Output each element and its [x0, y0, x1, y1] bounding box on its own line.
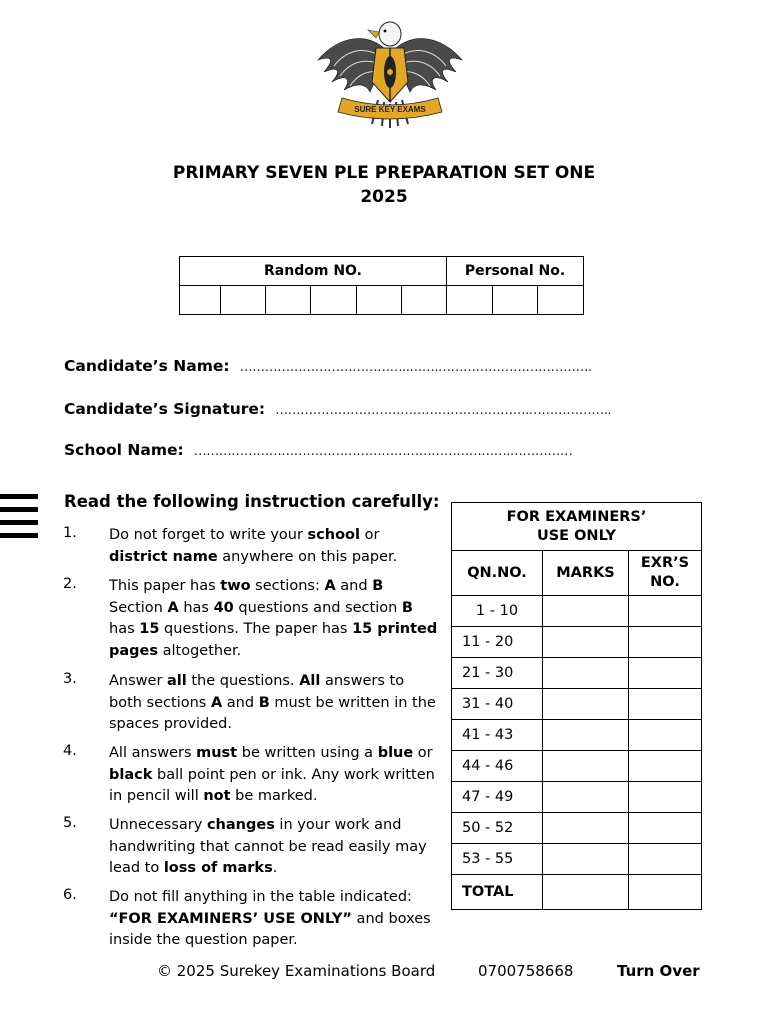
examiners-title-line1: FOR EXAMINERS’: [506, 508, 647, 525]
candidate-name-dots: …………………………………..…….……………………………….: [239, 360, 592, 375]
personal-number-box[interactable]: [492, 286, 538, 315]
qn-range: 1 - 10: [452, 596, 543, 627]
margin-bar: [0, 507, 38, 512]
footer-phone: 0700758668: [478, 962, 574, 980]
instruction-number: 5.: [63, 815, 77, 831]
logo-ribbon-text: SURE KEY EXAMS: [354, 105, 426, 114]
marks-cell[interactable]: [543, 751, 629, 782]
exam-year: 2025: [360, 187, 408, 207]
instruction-number: 1.: [63, 525, 77, 541]
examiners-use-table: [451, 502, 702, 910]
table-row: [452, 720, 702, 751]
marks-cell[interactable]: [543, 720, 629, 751]
instruction-number: 4.: [63, 743, 77, 759]
col-exr-line1: EXR’S: [640, 555, 690, 571]
candidate-name-label: Candidate’s Name:: [64, 357, 230, 375]
exr-cell[interactable]: [629, 751, 702, 782]
qn-range: 41 - 43: [452, 720, 543, 751]
candidate-signature-dots: …………………………………………………….………………..: [275, 403, 612, 418]
exr-cell[interactable]: [629, 627, 702, 658]
school-name-dots: ………………………………………………………………….……………: [193, 444, 573, 459]
candidate-signature-label: Candidate’s Signature:: [64, 400, 266, 418]
instruction-text: Do not fill anything in the table indicated: “FOR EXAMINERS’ USE ONLY” and boxes inside the question paper.: [109, 889, 431, 948]
exr-cell[interactable]: [629, 844, 702, 875]
personal-number-label: Personal No.: [447, 257, 584, 286]
qn-range: 31 - 40: [452, 689, 543, 720]
qn-range: 44 - 46: [452, 751, 543, 782]
margin-bar: [0, 494, 38, 499]
qn-range: 11 - 20: [452, 627, 543, 658]
qn-range: 50 - 52: [452, 813, 543, 844]
qn-range: 53 - 55: [452, 844, 543, 875]
exr-cell[interactable]: [629, 658, 702, 689]
qn-range: 47 - 49: [452, 782, 543, 813]
marks-cell[interactable]: [543, 844, 629, 875]
marks-cell[interactable]: [543, 782, 629, 813]
instruction-text: This paper has two sections: A and B Section A has 40 questions and section B has 15 questions. The paper has 15 printed pages altogether.: [109, 578, 438, 659]
footer-copyright: © 2025 Surekey Examinations Board: [157, 962, 436, 980]
instruction-number: 6.: [63, 887, 77, 903]
school-name-label: School Name:: [64, 441, 184, 459]
table-row: [452, 596, 702, 627]
table-row: [452, 813, 702, 844]
col-marks-header: MARKS: [543, 551, 629, 596]
marks-cell[interactable]: [543, 813, 629, 844]
instruction-text: Answer all the questions. All answers to both sections A and B must be written in the spaces provided.: [109, 673, 436, 732]
candidate-name-field[interactable]: [64, 357, 592, 375]
instruction-number: 2.: [63, 576, 77, 592]
marks-cell[interactable]: [543, 689, 629, 720]
candidate-signature-field[interactable]: [64, 400, 611, 418]
total-marks-cell[interactable]: [543, 875, 629, 910]
exr-cell[interactable]: [629, 782, 702, 813]
random-number-box[interactable]: [266, 286, 311, 315]
exr-cell[interactable]: [629, 689, 702, 720]
examiners-title-line2: USE ONLY: [536, 527, 617, 544]
table-row: [452, 844, 702, 875]
instruction-number: 3.: [63, 671, 77, 687]
random-number-label: Random NO.: [180, 257, 447, 286]
marks-cell[interactable]: [543, 658, 629, 689]
total-exr-cell[interactable]: [629, 875, 702, 910]
marks-cell[interactable]: [543, 627, 629, 658]
table-row: [452, 658, 702, 689]
margin-bar: [0, 533, 38, 538]
exr-cell[interactable]: [629, 596, 702, 627]
marks-cell[interactable]: [543, 596, 629, 627]
margin-bar: [0, 520, 38, 525]
personal-number-box[interactable]: [447, 286, 493, 315]
table-row: [452, 689, 702, 720]
candidate-number-table: [179, 256, 584, 315]
footer-turn-over: Turn Over: [617, 962, 700, 980]
random-number-box[interactable]: [311, 286, 356, 315]
exam-title: PRIMARY SEVEN PLE PREPARATION SET ONE: [172, 163, 596, 183]
random-number-box[interactable]: [221, 286, 266, 315]
table-row: [452, 751, 702, 782]
random-number-box[interactable]: [401, 286, 446, 315]
random-number-box[interactable]: [356, 286, 401, 315]
personal-number-box[interactable]: [538, 286, 584, 315]
table-row: [452, 782, 702, 813]
col-qn-header: QN.NO.: [452, 551, 543, 596]
random-number-box[interactable]: [180, 286, 221, 315]
col-exr-line2: NO.: [650, 574, 680, 590]
instruction-text: All answers must be written using a blue or black ball point pen or ink. Any work written in pencil will not be marked.: [109, 745, 435, 804]
instruction-text: Unnecessary changes in your work and handwriting that cannot be read easily may lead to loss of marks.: [109, 817, 427, 876]
instruction-text: Do not forget to write your school or district name anywhere on this paper.: [109, 527, 398, 565]
exr-cell[interactable]: [629, 813, 702, 844]
table-row-total: [452, 875, 702, 910]
exr-cell[interactable]: [629, 720, 702, 751]
table-row: [452, 627, 702, 658]
examiners-table-title: [452, 503, 702, 551]
qn-range: 21 - 30: [452, 658, 543, 689]
total-label: TOTAL: [452, 875, 543, 910]
instructions-heading: Read the following instruction carefully:: [64, 492, 440, 511]
school-name-field[interactable]: [64, 441, 572, 459]
eagle-crest-logo: [310, 12, 470, 138]
col-exr-header: [629, 551, 702, 596]
